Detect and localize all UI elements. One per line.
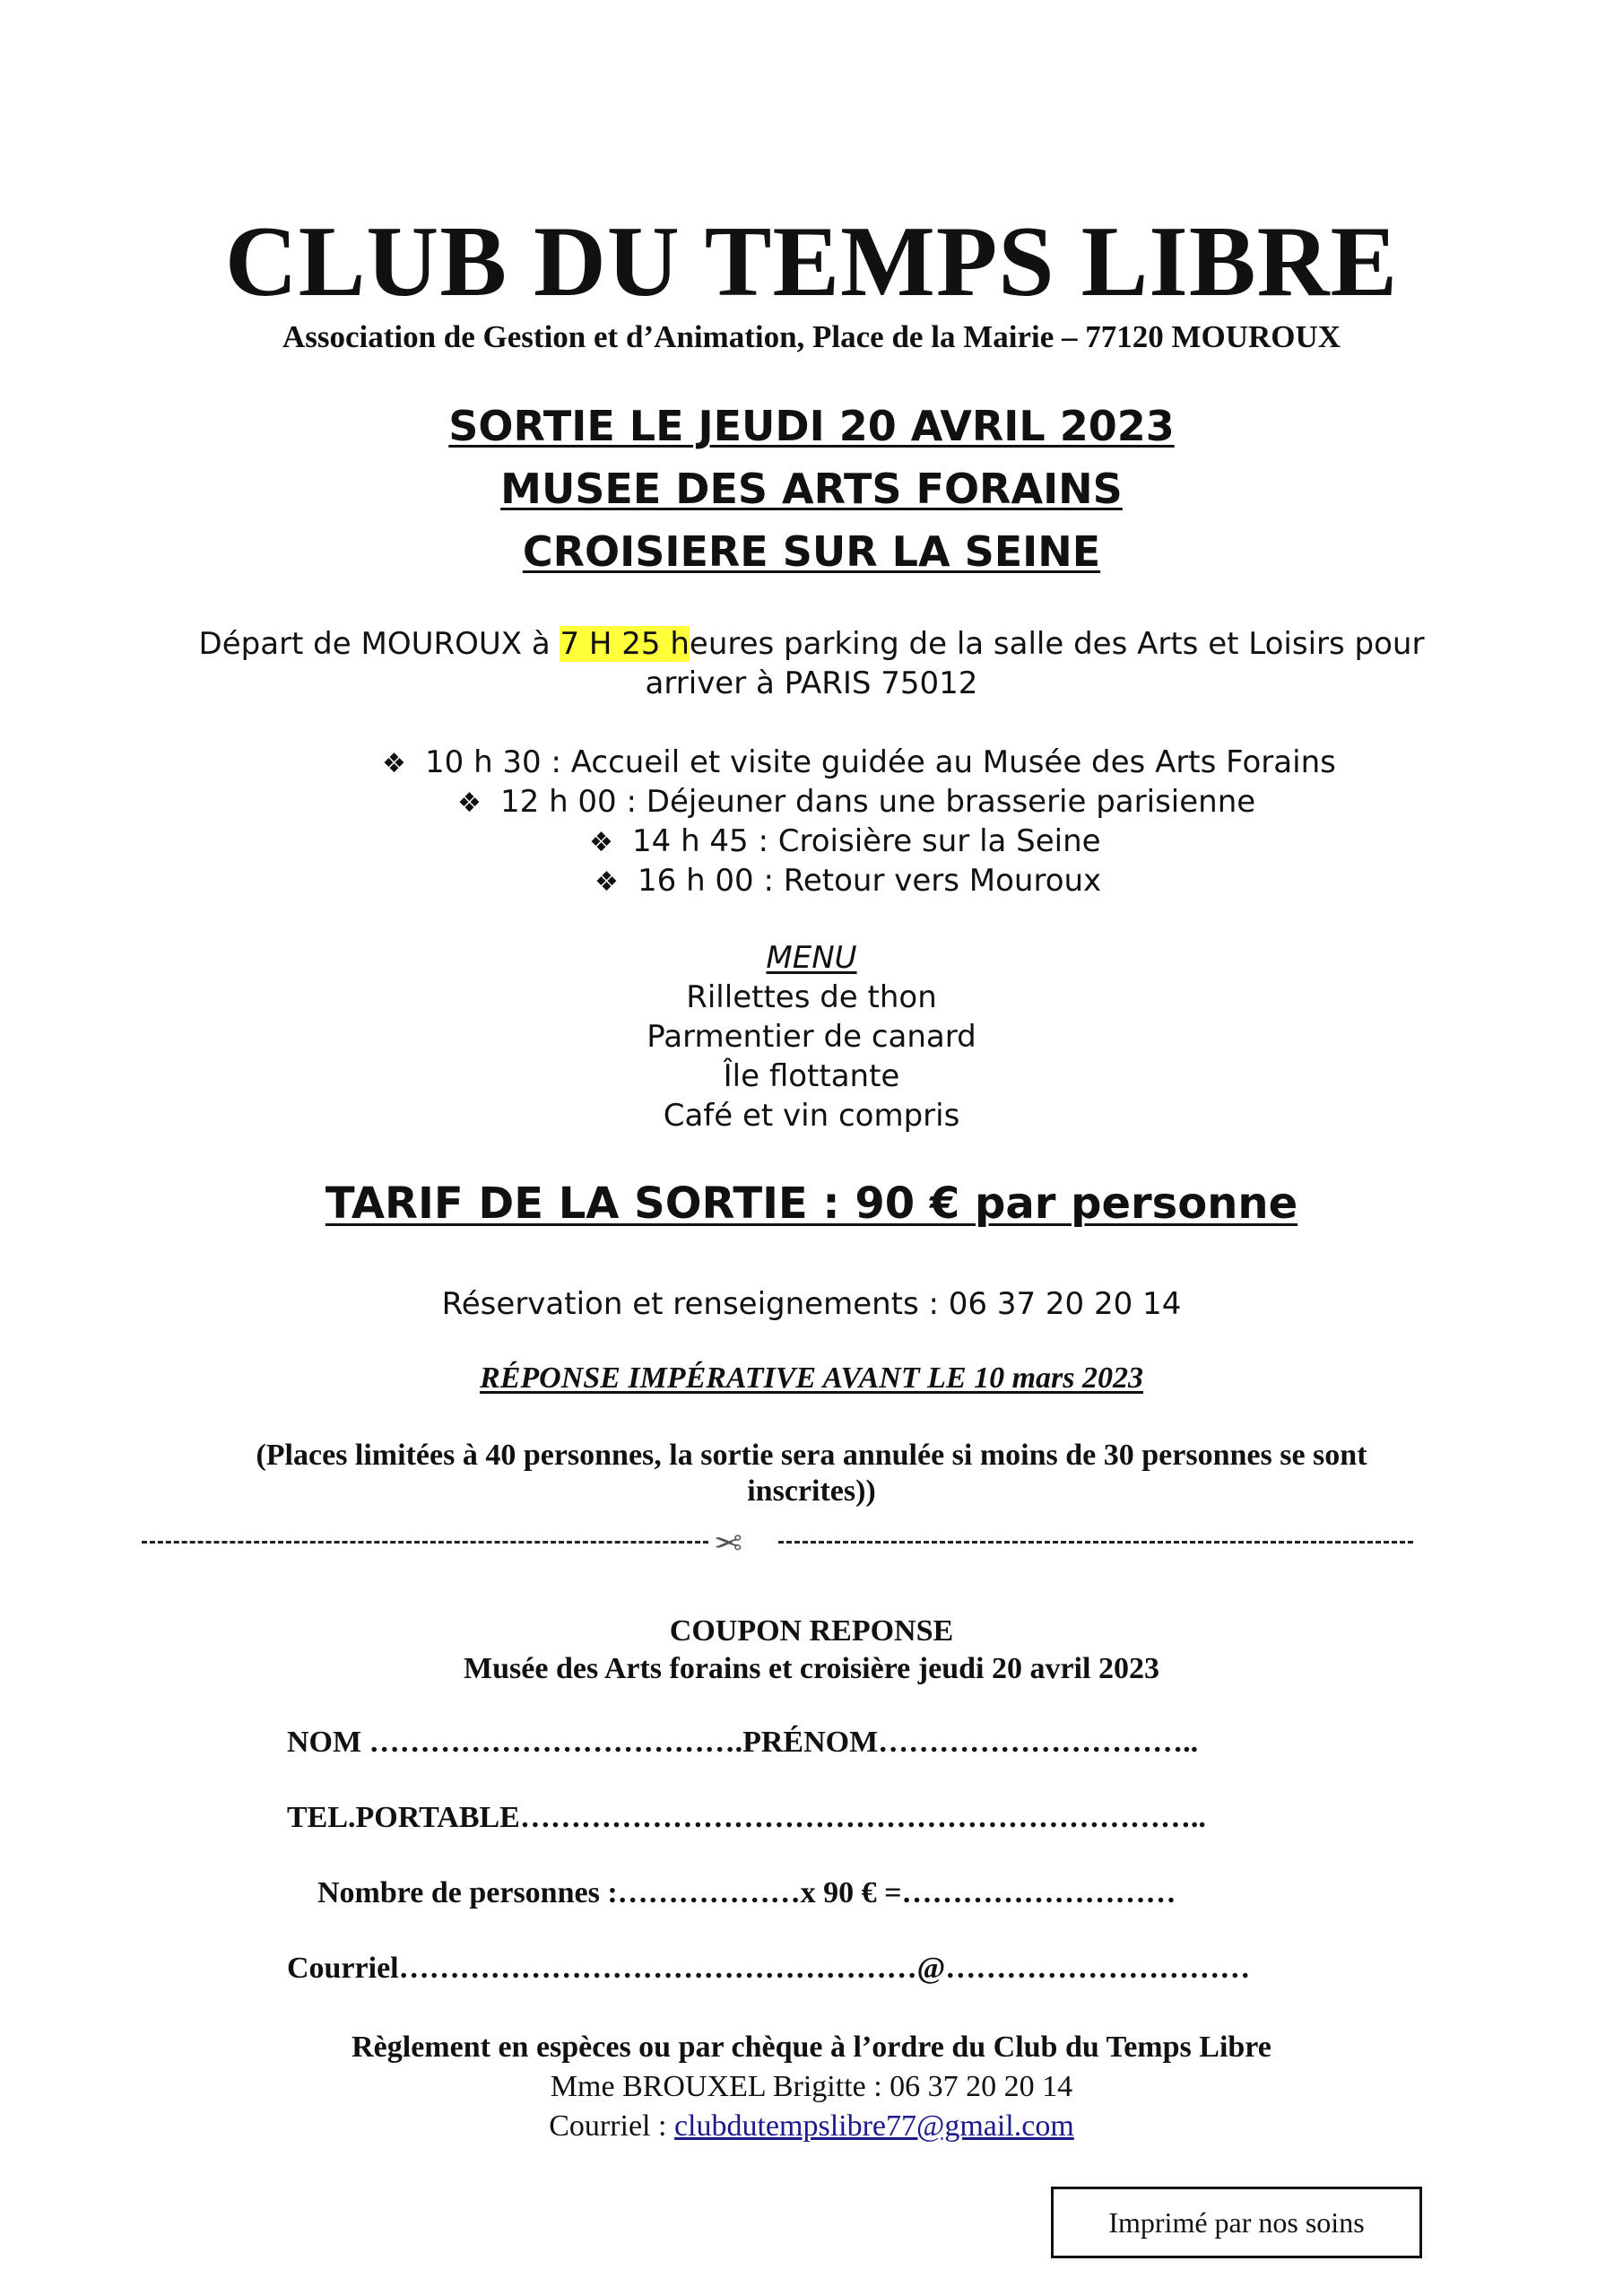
places-notice: (Places limitées à 40 personnes, la sortie sera annulée si moins de 30 personnes se sont	[256, 1439, 1367, 1472]
email-label: Courriel :	[549, 2109, 674, 2143]
email-link[interactable]: clubdutempslibre77@gmail.com	[673, 2109, 1074, 2143]
coupon-subtitle: Musée des Arts forains et croisière jeudi 20 avril 2023	[464, 1652, 1159, 1685]
scissors-icon: ✂	[714, 1522, 742, 1560]
program-item	[589, 823, 1101, 859]
printed-by-box	[1051, 2187, 1422, 2258]
headline-musee: MUSEE DES ARTS FORAINS	[500, 465, 1123, 513]
contact-person: Mme BROUXEL Brigitte : 06 37 20 20 14	[550, 2070, 1073, 2103]
coupon-title: COUPON REPONSE	[669, 1614, 954, 1648]
departure-time-highlight: 7 H 25 h	[560, 626, 690, 662]
people-count-field[interactable]: Nombre de personnes :………………x 90 € =………………………	[317, 1876, 1176, 1909]
payment-notice: Règlement en espèces ou par chèque à l’ordre du Club du Temps Libre	[352, 2031, 1271, 2064]
menu-item: Île flottante	[723, 1058, 900, 1094]
program-item	[382, 744, 1336, 780]
menu-item: Café et vin compris	[663, 1098, 960, 1134]
name-field[interactable]: NOM ……………………………….PRÉNOM…………………………..	[287, 1726, 1199, 1759]
program-item-text: 14 h 45 : Croisière sur la Seine	[632, 823, 1101, 859]
diamond-bullet-icon: ❖	[595, 866, 619, 898]
reservation-phone: Réservation et renseignements : 06 37 20 20 14	[441, 1286, 1182, 1322]
headline-croisiere: CROISIERE SUR LA SEINE	[522, 527, 1101, 576]
departure-destination: arriver à PARIS 75012	[645, 665, 978, 701]
diamond-bullet-icon: ❖	[457, 787, 482, 819]
club-subtitle: Association de Gestion et d’Animation, Place de la Mairie – 77120 MOUROUX	[282, 319, 1341, 354]
departure-line	[0, 626, 1623, 662]
diamond-bullet-icon: ❖	[589, 827, 613, 858]
email-field[interactable]: Courriel……………………………………………@…………………………	[287, 1952, 1251, 1985]
program-item-text: 10 h 30 : Accueil et visite guidée au Musée des Arts Forains	[425, 744, 1336, 780]
tarif-heading: TARIF DE LA SORTIE : 90 € par personne	[325, 1178, 1298, 1229]
phone-field[interactable]: TEL.PORTABLE…………………………………………………………..	[287, 1801, 1206, 1834]
club-title: CLUB DU TEMPS LIBRE	[224, 206, 1399, 317]
cut-line-left	[142, 1541, 708, 1544]
cut-line-right	[778, 1541, 1413, 1544]
departure-after: eures parking de la salle des Arts et Loisirs pour	[689, 626, 1425, 662]
program-item	[457, 784, 1255, 820]
departure-before: Départ de MOUROUX à	[198, 626, 560, 662]
program-item-text: 16 h 00 : Retour vers Mouroux	[638, 863, 1102, 899]
places-notice-continued: inscrites))	[747, 1474, 876, 1508]
program-item	[595, 863, 1101, 899]
menu-item: Rillettes de thon	[686, 979, 937, 1015]
printed-by-text: Imprimé par nos soins	[1108, 2205, 1365, 2239]
menu-item: Parmentier de canard	[647, 1019, 976, 1055]
headline-sortie: SORTIE LE JEUDI 20 AVRIL 2023	[448, 402, 1175, 450]
program-item-text: 12 h 00 : Déjeuner dans une brasserie parisienne	[500, 784, 1256, 820]
response-deadline: RÉPONSE IMPÉRATIVE AVANT LE 10 mars 2023	[480, 1361, 1143, 1395]
diamond-bullet-icon: ❖	[382, 748, 406, 779]
contact-email-line	[0, 2109, 1623, 2144]
menu-title: MENU	[766, 940, 857, 976]
